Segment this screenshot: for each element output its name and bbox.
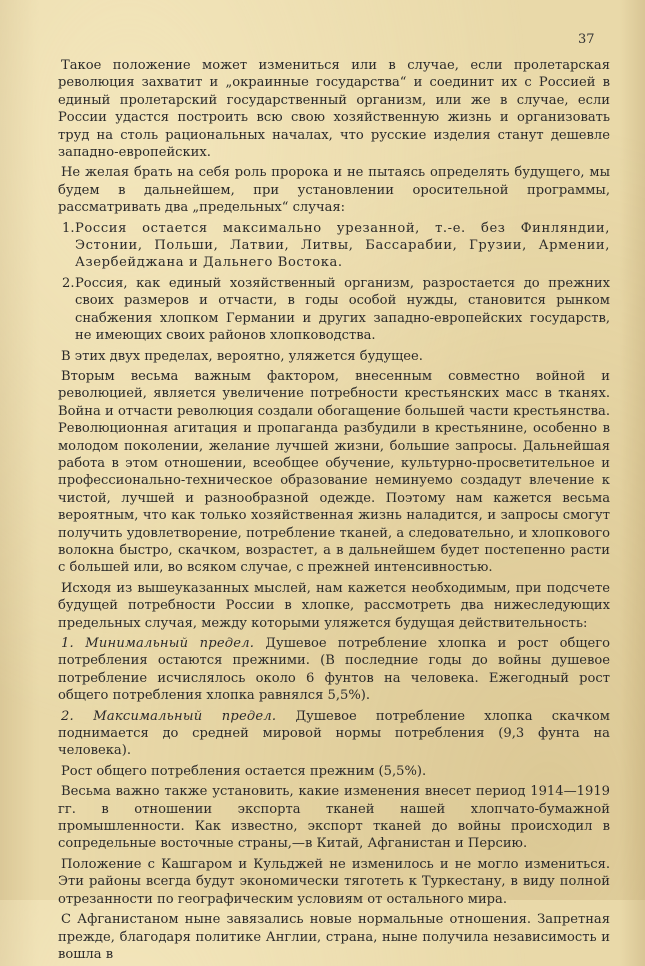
paragraph-1: Такое положение может измениться или в случае, если пролетарская революция захватит и „окраинные государства“ и соединит их с Россией в единый пролетарский государственный организм, или же в случае, если России удастся построить всю свою хозяйственную жизнь и организовать труд на столь рациональных началах, что русские изделия станут дешевле западно-европейских. (58, 58, 610, 161)
list-item-number: 1. (62, 220, 75, 236)
minimum-limit-text: Душевое потребление хлопка и рост общего потребления остаются прежними. (В последние годы до войны душевое потребление исчислялось около 6 фунтов на человека. Ежегодный рост общего потребления хлопка равнялся 5,5%). (58, 636, 611, 704)
paragraph-2: Не желая брать на себя роль пророка и не пытаясь определять будущего, мы будем в дальнейшем, при установлении оросительной программы, рассматривать два „предельных“ случая: (58, 165, 610, 216)
paragraph-7: Весьма важно также установить, какие изменения внесет период 1914—1919 гг. в отношении экспорта тканей нашей хлопчато-бумажной промышленности. Как известно, экспорт тканей до войны происходил в сопредельные восточные страны,—в Китай, Афганистан и Персию. (58, 784, 610, 852)
list-item (62, 275, 610, 345)
paragraph-9: С Афганистаном ныне завязались новые нормальные отношения. Запретная прежде, благодаря политике Англии, страна, ныне получила независимость и вошла в (58, 912, 610, 962)
cases-list (62, 220, 610, 345)
maximum-limit-text: Душевое потребление хлопка скачком поднимается до средней мировой нормы потребления (9,3 фунта на человека). (58, 708, 610, 759)
paragraph-3: В этих двух пределах, вероятно, уляжется будущее. (61, 348, 423, 364)
list-item-text: Россия, как единый хозяйственный организм, разростается до прежних своих размеров и отчасти, в годы особой нужды, становится рынком снабжения хлопком Германии и других западно-европейских государств, не имеющих своих районов хлопководства. (75, 275, 610, 344)
paragraph-4: Вторым весьма важным фактором, внесенным совместно войной и революцией, является увеличение потребности крестьянских масс в тканях. Война и отчасти революция создали обогащение большей части крестьянства. Революционная агитация и пропаганда разбудили в крестьянине, особенно в молодом поколении, желание лучшей жизни, большие запросы. Дальнейшая работа в этом отношении, всеобщее обучение, культурно-просветительное и профессионально-техническое образование неминуемо создадут влечение к чистой, лучшей и разнообразной одежде. Поэтому нам кажется весьма вероятным, что как только хозяйственная жизнь наладится, и запросы смогут получить удовлетворение, потребление тканей, а следовательно, и хлопкового волокна быстро, скачком, возрастет, а в дальнейшем будет постепенно расти с большей или, во всяком случае, с прежней интенсивностью. (58, 368, 610, 576)
minimum-limit-paragraph (58, 635, 610, 705)
list-item-number: 2. (62, 275, 75, 291)
body-text (58, 57, 610, 966)
minimum-limit-caption: 1. Минимальный предел. (61, 636, 255, 651)
paragraph-5: Исходя из вышеуказанных мыслей, нам кажется необходимым, при подсчете будущей потребности России в хлопке, рассмотреть два нижеследующих предельных случая, между которыми уляжется будущая действительность: (58, 580, 610, 631)
list-item-text: Россия остается максимально урезанной, т.-е. без Финляндии, Эстонии, Польши, Латвии, Литвы, Бассарабии, Грузии, Армении, Азербейджана и Дальнего Востока. (75, 220, 610, 271)
list-item (62, 220, 610, 272)
paragraph-8: Положение с Кашгаром и Кульджей не изменилось и не могло измениться. Эти районы всегда будут экономически тяготеть к Туркестану, в виду полной отрезанности по географическим условиям от остального мира. (58, 856, 610, 907)
maximum-limit-paragraph (58, 708, 610, 760)
page-number: 37 (578, 32, 595, 47)
maximum-limit-caption: 2. Максимальный предел. (61, 708, 277, 724)
paragraph-6: Рост общего потребления остается прежним (5,5%). (61, 763, 427, 779)
